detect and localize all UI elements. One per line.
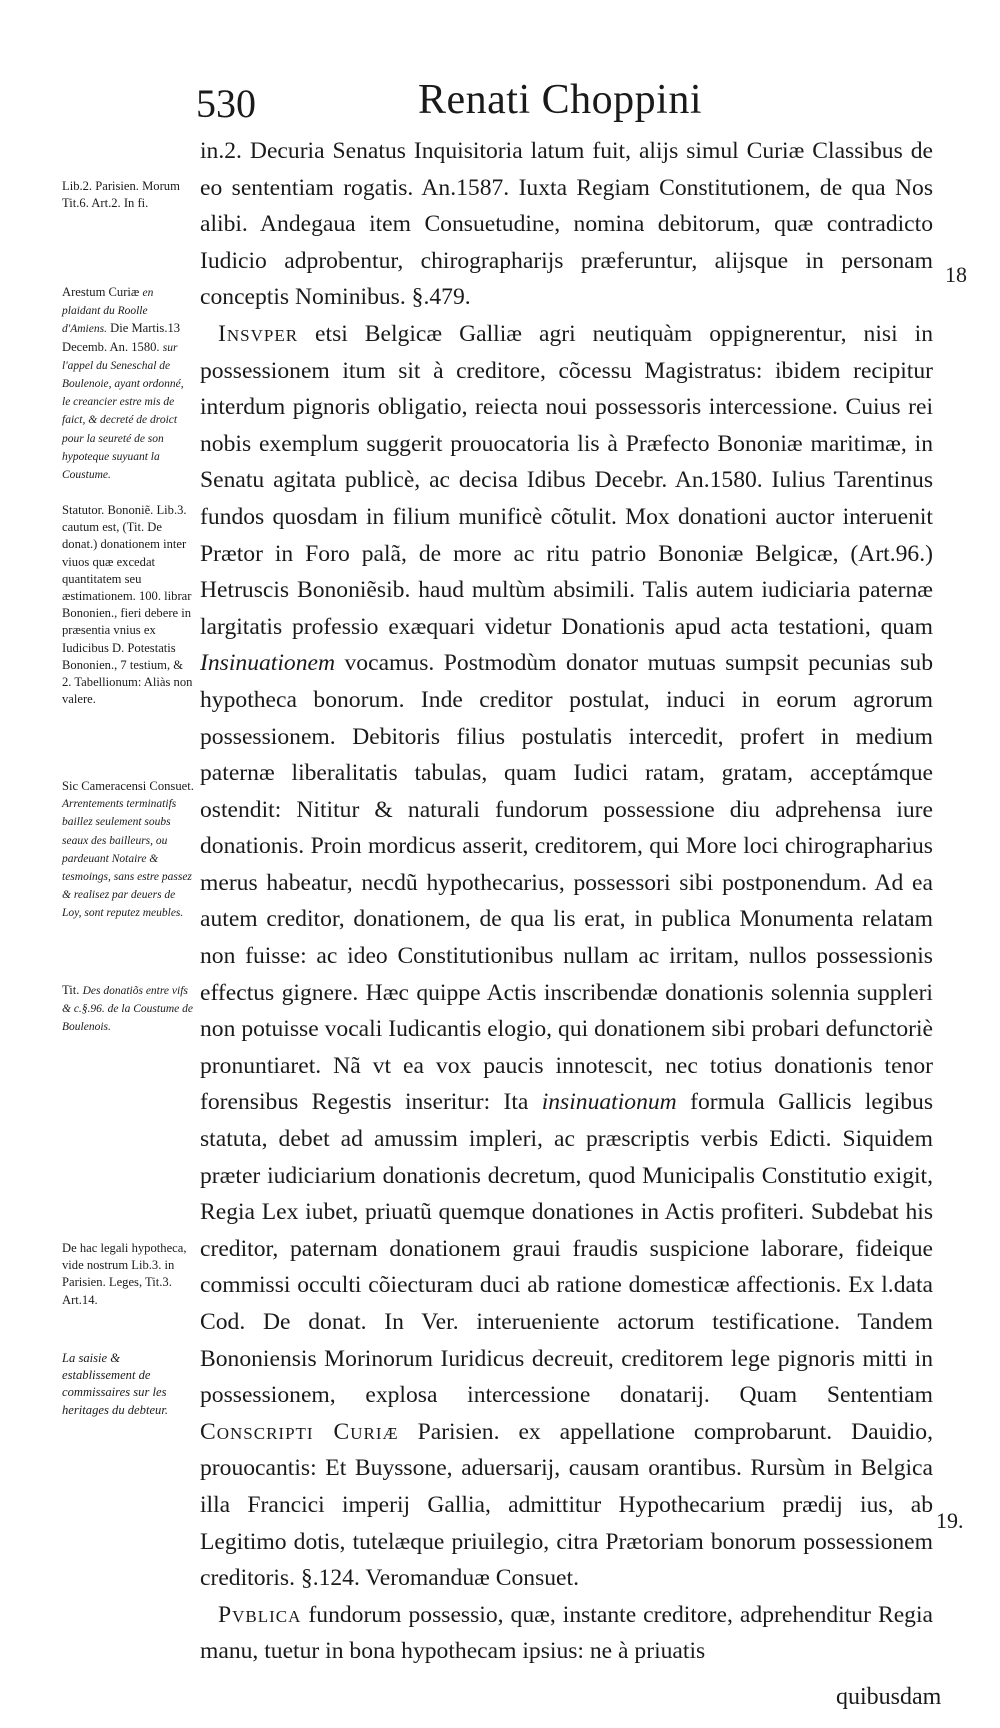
paragraph-2-italic-2: insinuationum [541, 1089, 677, 1116]
paragraph-2-smallcaps: Conscripti Curiæ [200, 1418, 399, 1445]
paragraph-3 [200, 1597, 933, 1670]
paragraph-2-text-a: etsi Belgicæ Galliæ agri neutiquàm oppignerentur, nisi in possessionem itum sit à creditore, cõcessu Magistratus: ibidem recipitur interdum pignoris obligatio, reiecta noui possessoris intercessione. Cuius rei nobis exemplum suggerit prouocatoria lis à Præfecto Bononiæ maritimæ, in Senatu agitata publicè, ac decisa Idibus Decebr. An.1580. Iulius Tarentinus fundos quosdam in filium munificè cõtulit. Mox donationi auctor interuenit Prætor in Foro palã, de more ac ritu patrio Bononiæ Belgicæ, (Art.96.) Hetruscis Bononiẽsib. haud multùm absimili. Talis autem iudiciaria paternæ largitatis professio exæquari videtur Donationis apud acta testationi, quam [200, 320, 933, 640]
sidenote-7: La saisie & establissement de commissaires sur les heritages du debteur. [62, 1351, 168, 1417]
paragraph-3-text: fundorum possessio, quæ, instante creditore, adprehenditur Regia manu, tuetur in bona hypothecam ipsius: ne à priuatis [200, 1601, 933, 1665]
sidenote-4 [62, 778, 194, 923]
sidenote-2 [62, 284, 194, 484]
sidenote-2-c: Die Martis.13 Decemb. An. 1580. [62, 321, 181, 354]
sidenote-2-a: Arestum Curiæ [62, 285, 140, 299]
page-header [0, 76, 1000, 136]
paragraph-number-19: 19. [936, 1508, 964, 1533]
main-text [200, 133, 933, 1670]
sidenote-5-b: Des donatiõs entre vifs & c.§.96. de la Coustume de Boulenois. [62, 985, 193, 1034]
catchword: quibusdam [836, 1684, 942, 1710]
sidenote-1: Lib.2. Parisien. Morum Tit.6. Art.2. In fi. [62, 179, 180, 211]
paragraph-2-italic-1: Insinuationem [200, 650, 335, 677]
paragraph-2 [200, 316, 933, 1597]
paragraph-1: in.2. Decuria Senatus Inquisitoria latum fuit, alijs simul Curiæ Classibus de eo sententiam rogatis. An.1587. Iuxta Regiam Constitutionem, de qua Nos alibi. Andegaua item Consuetudine, nomina debitorum, quæ contradicto Iudicio adprobentur, chirographarijs præferuntur, alijsque in personam conceptis Nominibus. §.479. [200, 138, 933, 311]
paragraph-3-lead: Pvblica [218, 1601, 302, 1628]
sidenote-4-b: Arrentements terminatifs baillez seulement soubs seaux des bailleurs, ou pardeuant Notaire & tesmoings, sans estre passez & realisez par deuers de Loy, sont reputez meubles. [62, 798, 192, 920]
page-number: 530 [196, 81, 256, 126]
paragraph-2-text-d: Parisien. ex appellatione comprobarunt. Dauidio, prouocantis: Et Buyssone, aduersarij, causam orantibus. Rursùm in Belgica illa Francici imperij Gallia, admittitur Hypothecarium prædij ius, ab Legitimo dotis, tutelæque priuilegio, citra Prætoriam bonorum possessionem creditoris. §.124. Veromanduæ Consuet. [200, 1418, 933, 1592]
sidenote-2-d: sur l'appel du Seneschal de Boulenoie, ayant ordonné, le creancier estre mis de faict, & decreté de droict pour la seureté de son hypoteque suyuant la Coustume. [62, 341, 184, 482]
sidenote-2-b: en plaidant du Roolle d'Amiens. [62, 287, 154, 336]
sidenote-3: Statutor. Bononiẽ. Lib.3. cautum est, (Tit. De donat.) donationem inter viuos quæ excedat quantitatem seu æstimationem. 100. librar Bononien., fieri debere in præsentia vnius ex Iudicibus D. Potestatis Bononien., 7 testium, & 2. Tabellionum: Aliàs non valere. [62, 503, 193, 707]
paragraph-2-text-b: vocamus. Postmodùm donator mutuas sumpsit pecunias sub hypotheca bonorum. Inde creditor postulat, induci in eorum agrorum possessionem. Debitoris filius postulatis intercedit, profert in medium paternæ liberalitatis tabulas, quam Iudici ratam, gratam, acceptámque ostendit: Nititur & naturali fundorum possessione diu adprehensa iure donationis. Proin mordicus asserit, creditorem, qui More loci chirographarius merus habeatur, necdũ hypothecarius, possessori sibi postponendum. Ad ea autem creditor, donationem, de qua lis erat, in publica Monumenta relatam non fuisse: ac ideo Constitutionibus nullam ac irritam, nullos possessionis effectus gignere. Hæc quippe Actis inscribendæ donationis solennia suppleri non potuisse vocali Iudicantis elogio, qui donationem sibi probari defunctoriè pronuntiaret. Nã vt ea vox paucis innotescit, nec totius donationis tenor forensibus Regestis inseritur: Ita [200, 650, 933, 1116]
paragraph-number-18: 18 [945, 262, 967, 287]
running-head: Renati Choppini [418, 77, 702, 123]
sidenote-5-a: Tit. [62, 983, 80, 997]
sidenote-6: De hac legali hypotheca, vide nostrum Lib.3. in Parisien. Leges, Tit.3. Art.14. [62, 1241, 187, 1307]
sidenote-5 [62, 982, 194, 1037]
sidenote-4-a: Sic Cameracensi Consuet. [62, 779, 194, 793]
paragraph-2-lead: Insvper [218, 320, 299, 347]
paragraph-2-text-c: formula Gallicis legibus statuta, debet ad amussim impleri, ac præscriptis verbis Edicti. Siquidem præter iudiciarium donationis decretum, quod Municipalis Constitutio exigit, Regia Lex iubet, priuatũ quemque donationes in Actis profiteri. Subdebat his creditor, paternam donationem graui fraudis suspicione laborare, fideique commissi occulti cõiecturam duci ab ratione domesticæ affectionis. Ex l.data Cod. De donat. In Ver. interueniente actorum testificatione. Tandem Bononiensis Morinorum Iuridicus decreuit, creditorem lege pignoris mitti in possessionem, explosa intercessione donatarij. Quam Sententiam [200, 1089, 934, 1409]
